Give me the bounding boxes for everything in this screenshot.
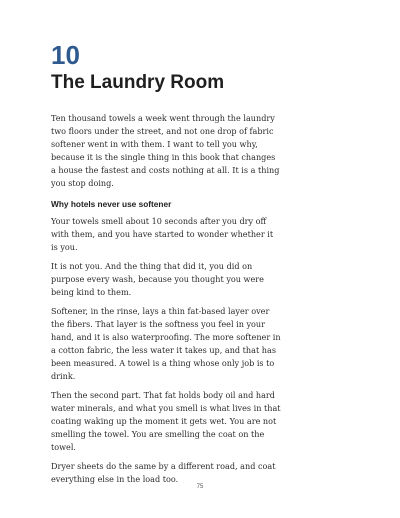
chapter-title: The Laundry Room xyxy=(51,72,225,93)
body-text xyxy=(51,112,281,492)
page-number: 75 xyxy=(196,484,204,490)
section-paragraph-2: It is not you. And the thing that did it, you did on purpose every wash, because you thought you were being kind to them. xyxy=(51,261,264,297)
intro-paragraph: Ten thousand towels a week went through the laundry two floors under the street, and not one drop of fabric softener went in with them. I want to tell you why, because it is the single thing in this book that changes a house the fastest and costs nothing at all. It is a thing you stop doing. xyxy=(51,113,280,188)
section-paragraph-1: Your towels smell about 10 seconds after you dry off with them, and you have started to wonder whether it is you. xyxy=(51,216,274,252)
chapter-number: 10 xyxy=(51,40,80,70)
section-heading: Why hotels never use softener xyxy=(51,199,172,209)
section-paragraph-5: Dryer sheets do the same by a different road, and coat everything else in the load too. xyxy=(51,461,276,484)
section-paragraph-3: Softener, in the rinse, lays a thin fat-based layer over the fibers. That layer is the softness you feel in your hand, and it is also waterproofing. The more softener in a cotton fabric, the less water it takes up, and that has been measured. A towel is a thing whose only job is to drink. xyxy=(51,306,281,381)
section-paragraph-4: Then the second part. That fat holds body oil and hard water minerals, and what you smell is what lives in that coating waking up the moment it gets wet. You are not smelling the towel. You are smelling the coat on the towel. xyxy=(51,390,281,452)
